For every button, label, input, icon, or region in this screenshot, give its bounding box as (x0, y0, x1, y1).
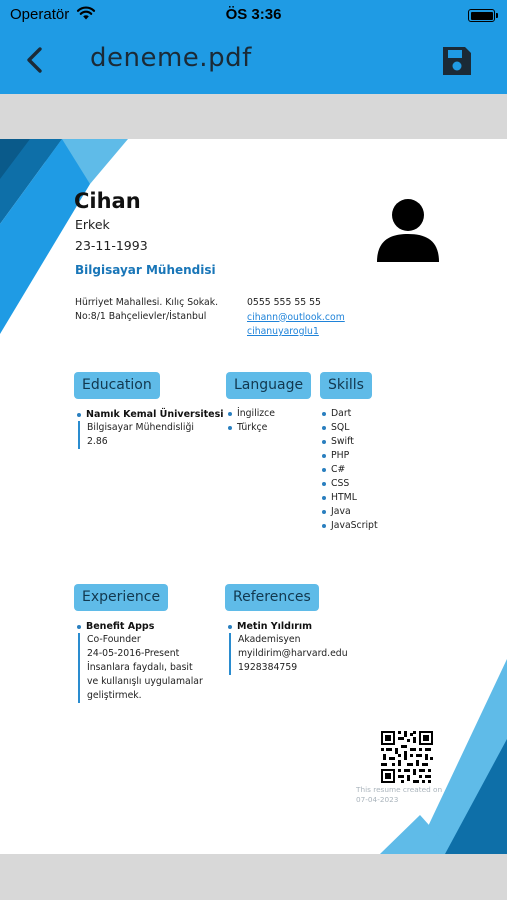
experience-desc-1: İnsanlara faydalı, basit (87, 662, 193, 673)
website-link[interactable]: cihanuyaroglu1 (247, 326, 319, 337)
education-gpa: 2.86 (87, 436, 108, 447)
person-icon (376, 197, 440, 263)
section-language: Language (226, 372, 311, 399)
list-item: JavaScript (322, 519, 378, 533)
section-experience: Experience (74, 584, 168, 611)
resume-created-note (356, 785, 466, 805)
education-school: Namık Kemal Üniversitesi (86, 409, 224, 420)
experience-company: Benefit Apps (86, 621, 155, 632)
reference-email: myildirim@harvard.edu (238, 648, 348, 659)
section-references: References (225, 584, 319, 611)
list-item: CSS (322, 477, 378, 491)
floppy-disk-icon[interactable] (440, 44, 474, 78)
phone-number: 0555 555 55 55 (247, 297, 321, 308)
list-item: Dart (322, 407, 378, 421)
list-item: İngilizce (228, 407, 275, 421)
education-department: Bilgisayar Mühendisliği (87, 422, 194, 433)
experience-position: Co-Founder (87, 634, 141, 645)
list-item: Java (322, 505, 378, 519)
list-item: PHP (322, 449, 378, 463)
reference-name: Metin Yıldırım (237, 621, 313, 632)
app-bar (0, 0, 507, 94)
section-skills: Skills (320, 372, 372, 399)
status-bar (0, 4, 507, 24)
experience-desc-2: ve kullanışlı uygulamalar (87, 676, 203, 687)
clock: ÖS 3:36 (225, 6, 282, 23)
battery-icon (468, 9, 495, 22)
reference-details (229, 633, 348, 675)
list-item: HTML (322, 491, 378, 505)
qr-code (380, 730, 434, 784)
language-list (228, 407, 275, 435)
list-item: Swift (322, 435, 378, 449)
experience-details (78, 633, 218, 703)
cv-name: Cihan (74, 189, 141, 213)
address-line-2: No:8/1 Bahçelievler/İstanbul (75, 311, 207, 322)
address-line-1: Hürriyet Mahallesi. Kılıç Sokak. (75, 297, 219, 308)
footer-line-1: This resume created on (356, 785, 443, 794)
cv-birth-date: 23-11-1993 (75, 238, 148, 253)
cv-address (75, 296, 235, 324)
list-item: SQL (322, 421, 378, 435)
experience-period: 24-05-2016-Present (87, 648, 180, 659)
reference-role: Akademisyen (238, 634, 301, 645)
cv-gender: Erkek (75, 217, 110, 232)
list-item: Türkçe (228, 421, 275, 435)
education-details (78, 421, 194, 449)
cv-contact (247, 296, 345, 340)
pdf-page (0, 139, 507, 854)
carrier-label: Operatör (10, 6, 70, 23)
experience-desc-3: geliştirmek. (87, 690, 142, 701)
section-education: Education (74, 372, 160, 399)
list-item: C# (322, 463, 378, 477)
reference-phone: 1928384759 (238, 662, 298, 673)
footer-date: 07-04-2023 (356, 795, 399, 804)
page-title: deneme.pdf (90, 43, 252, 73)
email-link[interactable]: cihann@outlook.com (247, 311, 345, 323)
chevron-left-icon[interactable] (22, 44, 50, 76)
cv-title: Bilgisayar Mühendisi (75, 263, 216, 277)
skills-list (322, 407, 378, 533)
